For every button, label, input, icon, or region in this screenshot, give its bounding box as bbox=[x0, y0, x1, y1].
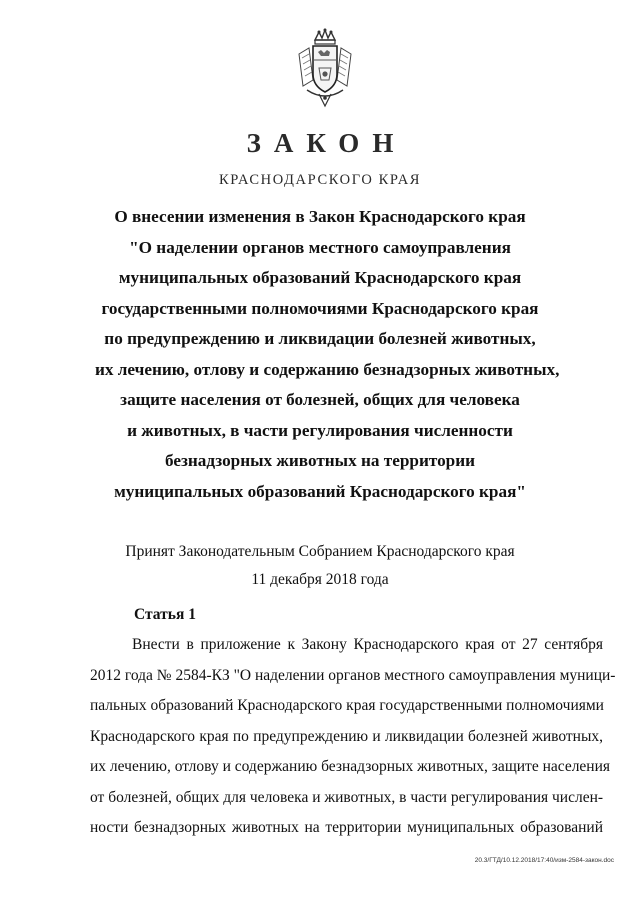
article-heading: Статья 1 bbox=[134, 606, 196, 623]
article-text-line: ности безнадзорных животных на территории муниципальных образований bbox=[90, 819, 603, 836]
adoption-body: Принят Законодательным Собранием Краснодарского края bbox=[125, 543, 515, 560]
article-text-line: Внести в приложение к Закону Краснодарского края от 27 сентября bbox=[132, 636, 603, 653]
file-reference: 20.3/ГТД/10.12.2018/17:40/изм-2584-закон.doc bbox=[474, 857, 614, 864]
article-text-line: от болезней, общих для человека и животных, в части регулирования числен- bbox=[90, 788, 604, 806]
law-title-line: государственными полномочиями Краснодарского края bbox=[101, 298, 539, 318]
article-body bbox=[90, 630, 616, 844]
article-text-line: 2012 года № 2584-КЗ "О наделении органов местного самоуправления муници- bbox=[90, 666, 616, 684]
law-title bbox=[95, 202, 560, 507]
law-title-line: защите населения от болезней, общих для человека bbox=[120, 390, 520, 409]
law-title-line: их лечению, отлову и содержанию безнадзорных животных, bbox=[95, 359, 560, 379]
law-title-line: и животных, в части регулирования численности bbox=[127, 420, 513, 440]
article-text-line: их лечению, отлову и содержанию безнадзорных животных, защите населения bbox=[90, 758, 611, 775]
law-title-line: по предупреждению и ликвидации болезней животных, bbox=[104, 329, 536, 348]
article-text-line: пальных образований Краснодарского края государственными полномочиями bbox=[90, 697, 604, 714]
law-title-line: О внесении изменения в Закон Краснодарского края bbox=[114, 207, 526, 226]
document-kind-title: ЗАКОН bbox=[246, 128, 407, 158]
adoption-note bbox=[0, 538, 640, 594]
law-title-line: "О наделении органов местного самоуправления bbox=[129, 237, 511, 257]
krasnodar-krai-coat-of-arms-icon bbox=[293, 28, 357, 108]
law-title-line: муниципальных образований Краснодарского края bbox=[118, 268, 522, 287]
article-text-line: Краснодарского края по предупреждению и ликвидации болезней животных, bbox=[90, 727, 603, 745]
law-title-line: безнадзорных животных на территории bbox=[164, 451, 476, 470]
law-title-line: муниципальных образований Краснодарского края" bbox=[114, 481, 526, 501]
adoption-date: 11 декабря 2018 года bbox=[251, 571, 389, 588]
document-issuer: КРАСНОДАРСКОГО КРАЯ bbox=[218, 172, 422, 188]
